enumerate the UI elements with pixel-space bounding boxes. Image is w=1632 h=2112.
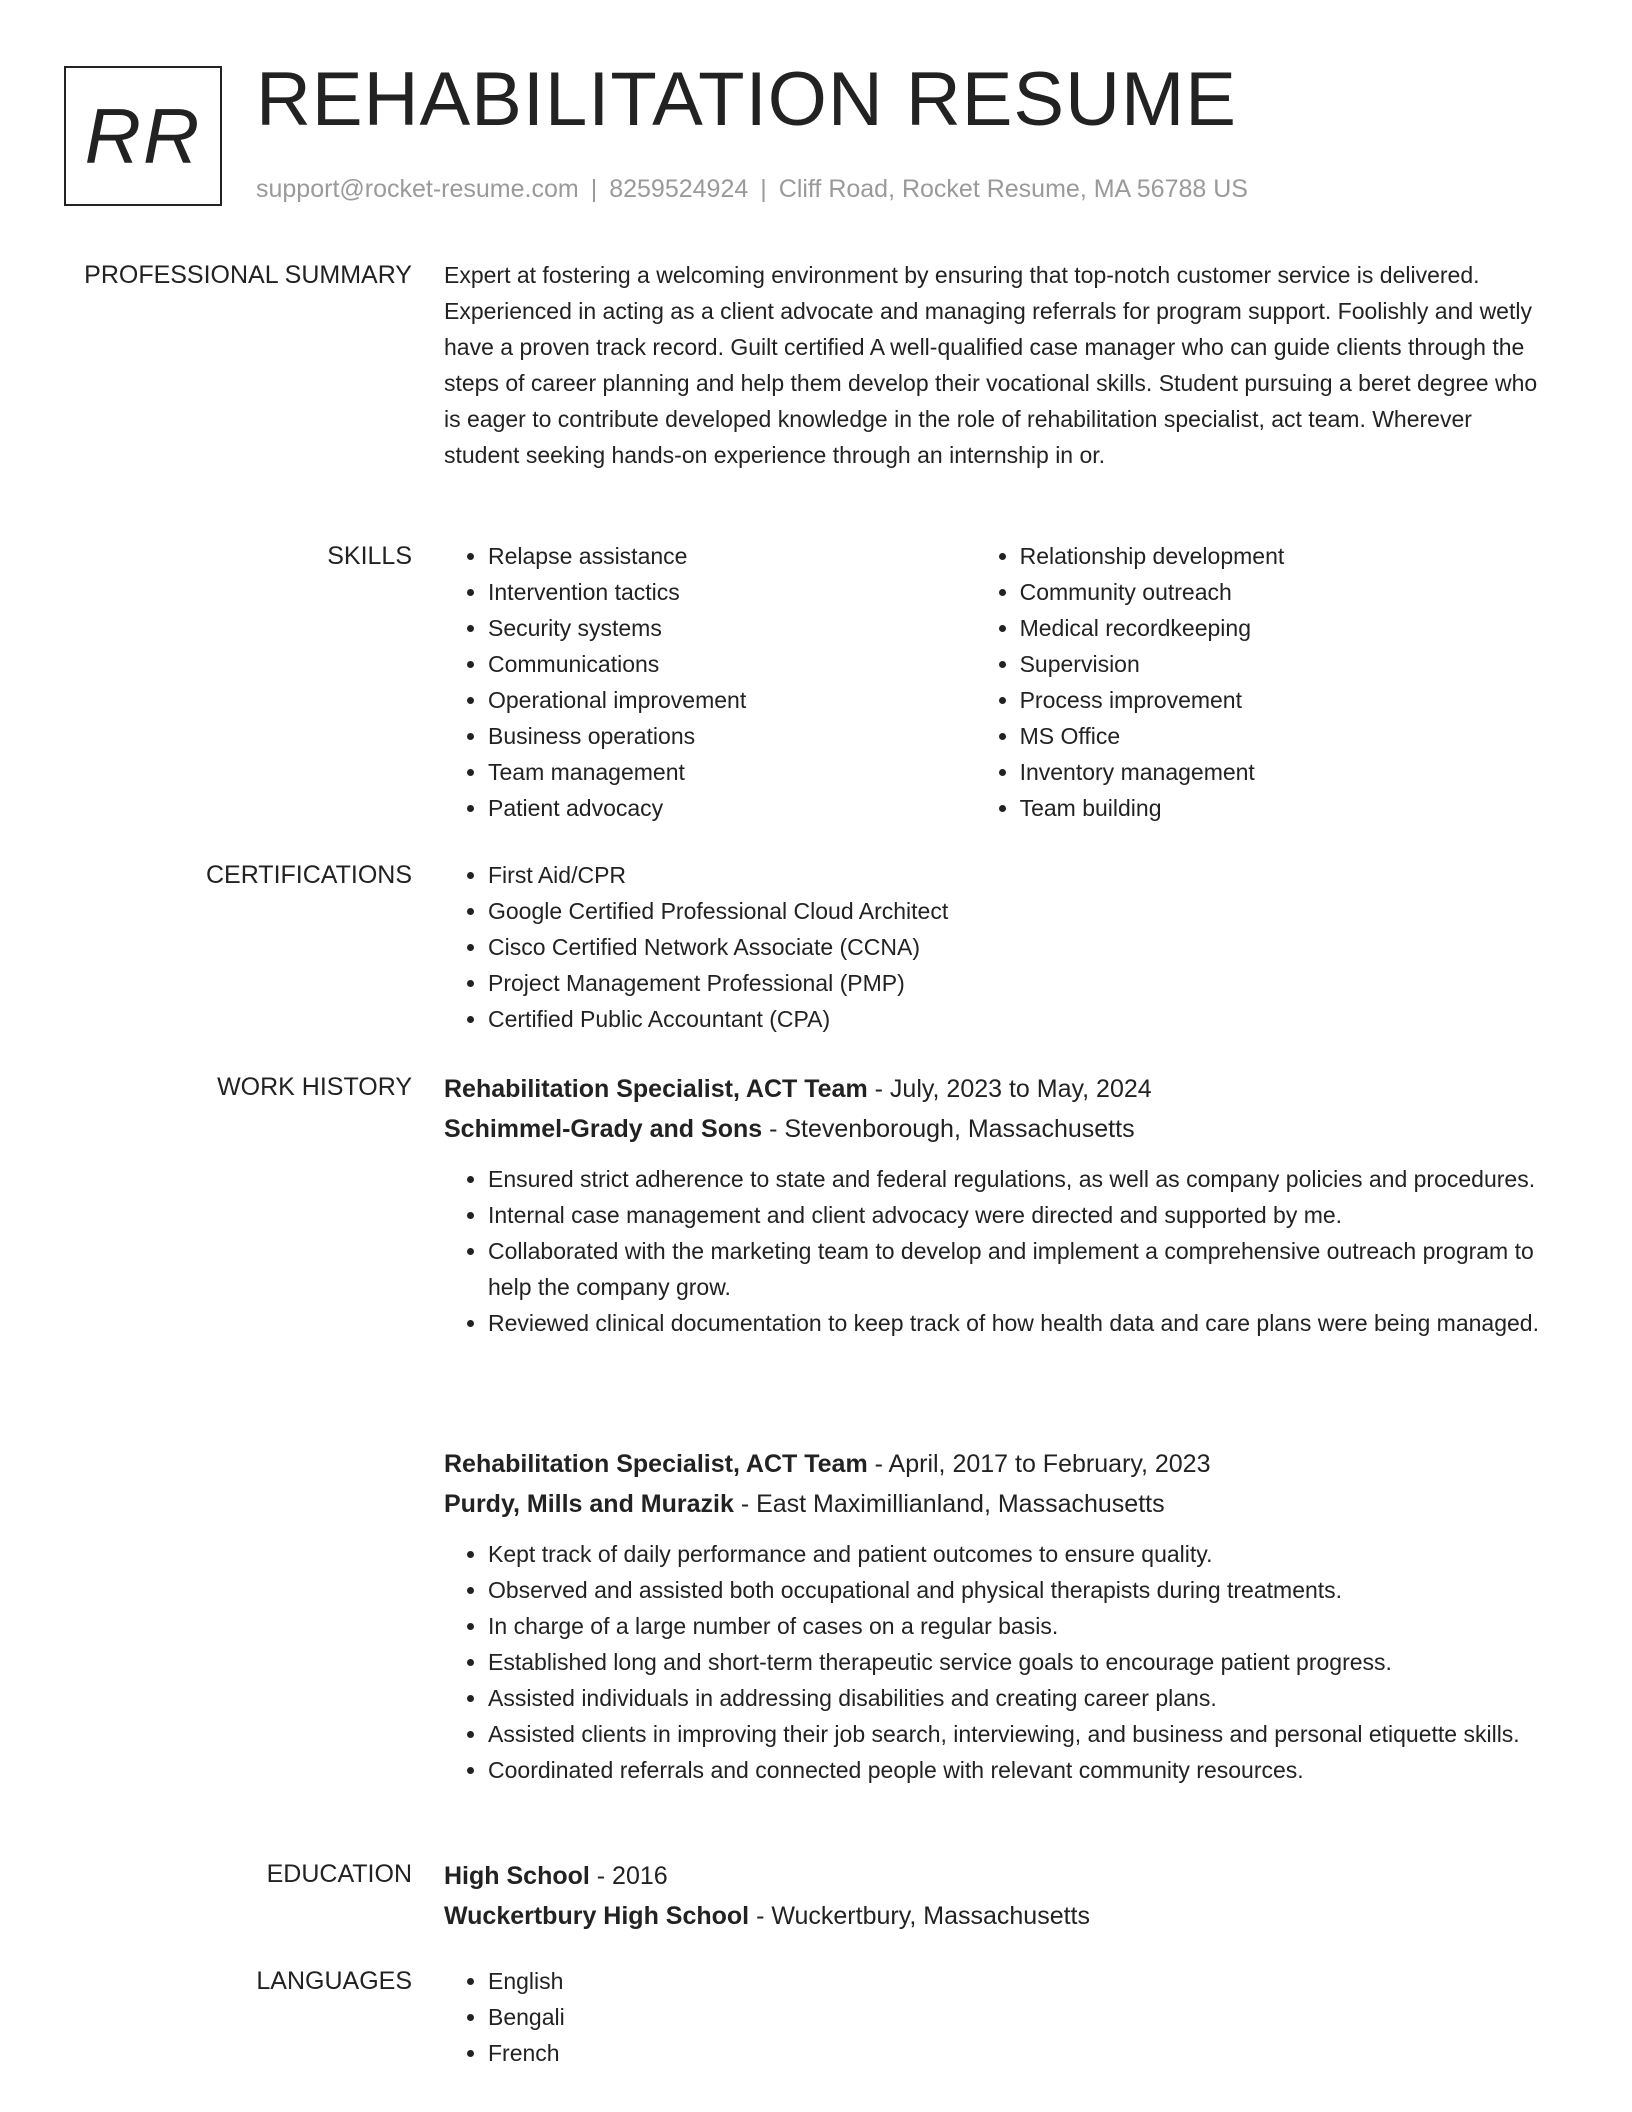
job-title: Rehabilitation Specialist, ACT Team: [444, 1075, 868, 1103]
job-bullets: [444, 1536, 1544, 1788]
company-location: - Stevenborough, Massachusetts: [762, 1115, 1135, 1143]
skill-item: • Business operations: [488, 718, 974, 754]
certifications-list: [444, 857, 1544, 1037]
school-line: [444, 1896, 1544, 1936]
company-location: - East Maximillianland, Massachusetts: [733, 1490, 1165, 1518]
summary-text: Expert at fostering a welcoming environment by ensuring that top-notch customer service is delivered. Experienced in acting as a client advocate and managing referrals for program support. Foolishly and wetly have a proven track record. Guilt certified A well-qualified case manager who can guide clients through the steps of career planning and help them develop their vocational skills. Student pursuing a beret degree who is eager to contribute developed knowledge in the role of rehabilitation specialist, act team. Wherever student seeking hands-on experience through an internship in or.: [444, 262, 1538, 468]
job-bullet: • Established long and short-term therapeutic service goals to encourage patient progress.: [488, 1644, 1544, 1680]
skills-columns: [444, 538, 1544, 826]
certification-item: • Project Management Professional (PMP): [488, 965, 1544, 1001]
skill-item: • Process improvement: [1020, 682, 1544, 718]
job-dates: - July, 2023 to May, 2024: [867, 1075, 1152, 1103]
section-label-skills: SKILLS: [327, 542, 412, 570]
summary-body: [444, 257, 1544, 473]
languages-body: [444, 1963, 1544, 2071]
work-body-2: [444, 1444, 1544, 1788]
certification-item: • Certified Public Accountant (CPA): [488, 1001, 1544, 1037]
education-body: [444, 1856, 1544, 1948]
certification-item: • Cisco Certified Network Associate (CCNA): [488, 929, 1544, 965]
skill-item: • Community outreach: [1020, 574, 1544, 610]
contact-separator: |: [590, 175, 598, 203]
job-dates: - April, 2017 to February, 2023: [867, 1450, 1211, 1478]
skills-body: [444, 538, 1544, 826]
job-bullet: • Coordinated referrals and connected people with relevant community resources.: [488, 1752, 1544, 1788]
skill-item: • Relapse assistance: [488, 538, 974, 574]
certification-item: • Google Certified Professional Cloud Architect: [488, 893, 1544, 929]
contact-email: support@rocket-resume.com: [256, 175, 579, 203]
company-line: [444, 1109, 1544, 1149]
skill-item: • Medical recordkeeping: [1020, 610, 1544, 646]
skills-list-left: [444, 538, 974, 826]
skills-list-right: [976, 538, 1544, 826]
skill-item: • Relationship development: [1020, 538, 1544, 574]
job-title: Rehabilitation Specialist, ACT Team: [444, 1450, 868, 1478]
job-entry: [444, 1069, 1544, 1341]
job-bullet: • Collaborated with the marketing team to develop and implement a comprehensive outreach program to help the company grow.: [488, 1233, 1544, 1305]
job-bullet: • Assisted individuals in addressing disabilities and creating career plans.: [488, 1680, 1544, 1716]
section-label-education: EDUCATION: [266, 1860, 412, 1888]
language-item: • English: [488, 1963, 1544, 1999]
languages-list: [444, 1963, 1544, 2071]
resume-title: REHABILITATION RESUME: [256, 57, 1237, 142]
skill-item: • Patient advocacy: [488, 790, 974, 826]
job-bullet: • Ensured strict adherence to state and federal regulations, as well as company policies and procedures.: [488, 1161, 1544, 1197]
contact-address: Cliff Road, Rocket Resume, MA 56788 US: [778, 175, 1248, 203]
language-item: • French: [488, 2035, 1544, 2071]
job-title-line: [444, 1069, 1544, 1109]
language-item: • Bengali: [488, 1999, 1544, 2035]
company-line: [444, 1484, 1544, 1524]
skill-item: • MS Office: [1020, 718, 1544, 754]
certifications-body: [444, 857, 1544, 1037]
graduation-year: - 2016: [589, 1862, 668, 1890]
company-name: Purdy, Mills and Murazik: [444, 1490, 734, 1518]
job-bullets: [444, 1161, 1544, 1341]
job-bullet: • In charge of a large number of cases on a regular basis.: [488, 1608, 1544, 1644]
section-label-certifications: CERTIFICATIONS: [205, 861, 412, 889]
job-bullet: • Reviewed clinical documentation to keep track of how health data and care plans were being managed.: [488, 1305, 1544, 1341]
work-body: [444, 1069, 1544, 1341]
company-name: Schimmel-Grady and Sons: [444, 1115, 763, 1143]
degree: High School: [444, 1862, 590, 1890]
skill-item: • Security systems: [488, 610, 974, 646]
section-label-languages: LANGUAGES: [256, 1967, 412, 1995]
job-bullet: • Internal case management and client advocacy were directed and supported by me.: [488, 1197, 1544, 1233]
job-bullet: • Observed and assisted both occupational and physical therapists during treatments.: [488, 1572, 1544, 1608]
monogram-logo: RR: [64, 66, 222, 206]
section-label-work: WORK HISTORY: [217, 1073, 412, 1101]
skill-item: • Team building: [1020, 790, 1544, 826]
section-label-summary: PROFESSIONAL SUMMARY: [84, 261, 412, 289]
job-bullet: • Assisted clients in improving their job search, interviewing, and business and personal etiquette skills.: [488, 1716, 1544, 1752]
school-name: Wuckertbury High School: [444, 1902, 750, 1930]
job-title-line: [444, 1444, 1544, 1484]
degree-line: [444, 1856, 1544, 1896]
job-entry: [444, 1444, 1544, 1788]
skill-item: • Supervision: [1020, 646, 1544, 682]
skill-item: • Team management: [488, 754, 974, 790]
skill-item: • Inventory management: [1020, 754, 1544, 790]
contact-line: [256, 174, 1248, 204]
skill-item: • Operational improvement: [488, 682, 974, 718]
certification-item: • First Aid/CPR: [488, 857, 1544, 893]
school-location: - Wuckertbury, Massachusetts: [749, 1902, 1090, 1930]
contact-separator: |: [760, 175, 767, 203]
job-bullet: • Kept track of daily performance and patient outcomes to ensure quality.: [488, 1536, 1544, 1572]
skill-item: • Communications: [488, 646, 974, 682]
contact-phone: 8259524924: [609, 175, 749, 203]
skill-item: • Intervention tactics: [488, 574, 974, 610]
